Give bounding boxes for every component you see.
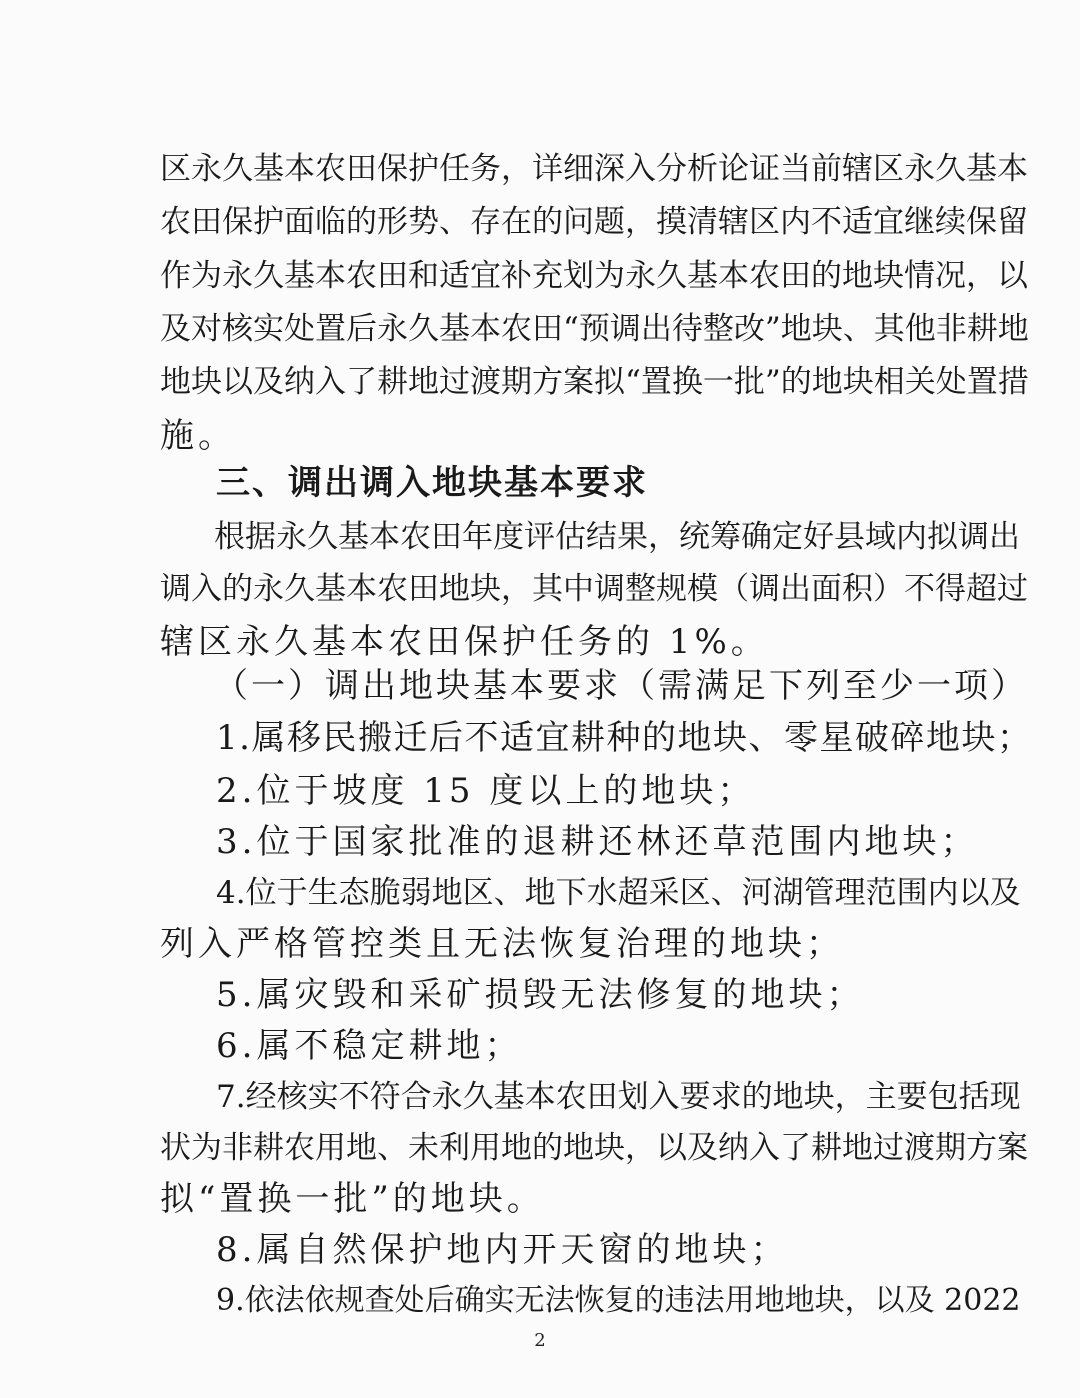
paragraph-line: 地块以及纳入了耕地过渡期方案拟“置换一批”的地块相关处置措: [160, 364, 1029, 400]
list-item: 6.属不稳定耕地；: [216, 1026, 523, 1066]
list-item: 7.经核实不符合永久基本农田划入要求的地块，主要包括现: [216, 1079, 1021, 1115]
paragraph-line: 区永久基本农田保护任务，详细深入分析论证当前辖区永久基本: [160, 151, 1028, 187]
list-item: 4.位于生态脆弱地区、地下水超采区、河湖管理范围内以及: [216, 875, 1021, 911]
list-item: 3.位于国家批准的退耕还林还草范围内地块；: [216, 822, 979, 862]
list-item: 2.位于坡度 15 度以上的地块；: [216, 771, 756, 811]
paragraph-line: 作为永久基本农田和适宜补充划为永久基本农田的地块情况，以: [160, 258, 1028, 294]
subsection-heading: （一）调出地块基本要求（需满足下列至少一项）: [214, 666, 1028, 706]
paragraph-line: 辖区永久基本农田保护任务的 1%。: [160, 622, 769, 662]
list-item: 5.属灾毁和采矿损毁无法修复的地块；: [216, 975, 865, 1015]
list-item-continuation: 状为非耕农用地、未利用地的地块，以及纳入了耕地过渡期方案: [160, 1130, 1028, 1166]
paragraph-line: 施。: [160, 416, 236, 456]
list-item: 8.属自然保护地内开天窗的地块；: [216, 1230, 789, 1270]
list-item-continuation: 拟“置换一批”的地块。: [160, 1179, 545, 1219]
page-number: 2: [534, 1330, 546, 1351]
section-heading: 三、调出调入地块基本要求: [216, 463, 648, 503]
paragraph-line: 调入的永久基本农田地块，其中调整规模（调出面积）不得超过: [160, 571, 1028, 607]
list-item-continuation: 列入严格管控类且无法恢复治理的地块；: [160, 924, 844, 964]
list-item: 1.属移民搬迁后不适宜耕种的地块、零星破碎地块；: [216, 718, 1033, 758]
paragraph-line: 农田保护面临的形势、存在的问题，摸清辖区内不适宜继续保留: [160, 204, 1028, 240]
list-item: 9.依法依规查处后确实无法恢复的违法用地地块，以及 2022: [216, 1283, 1021, 1318]
paragraph-line: 及对核实处置后永久基本农田“预调出待整改”地块、其他非耕地: [160, 311, 1029, 347]
paragraph-line: 根据永久基本农田年度评估结果，统筹确定好县域内拟调出: [214, 519, 1020, 555]
